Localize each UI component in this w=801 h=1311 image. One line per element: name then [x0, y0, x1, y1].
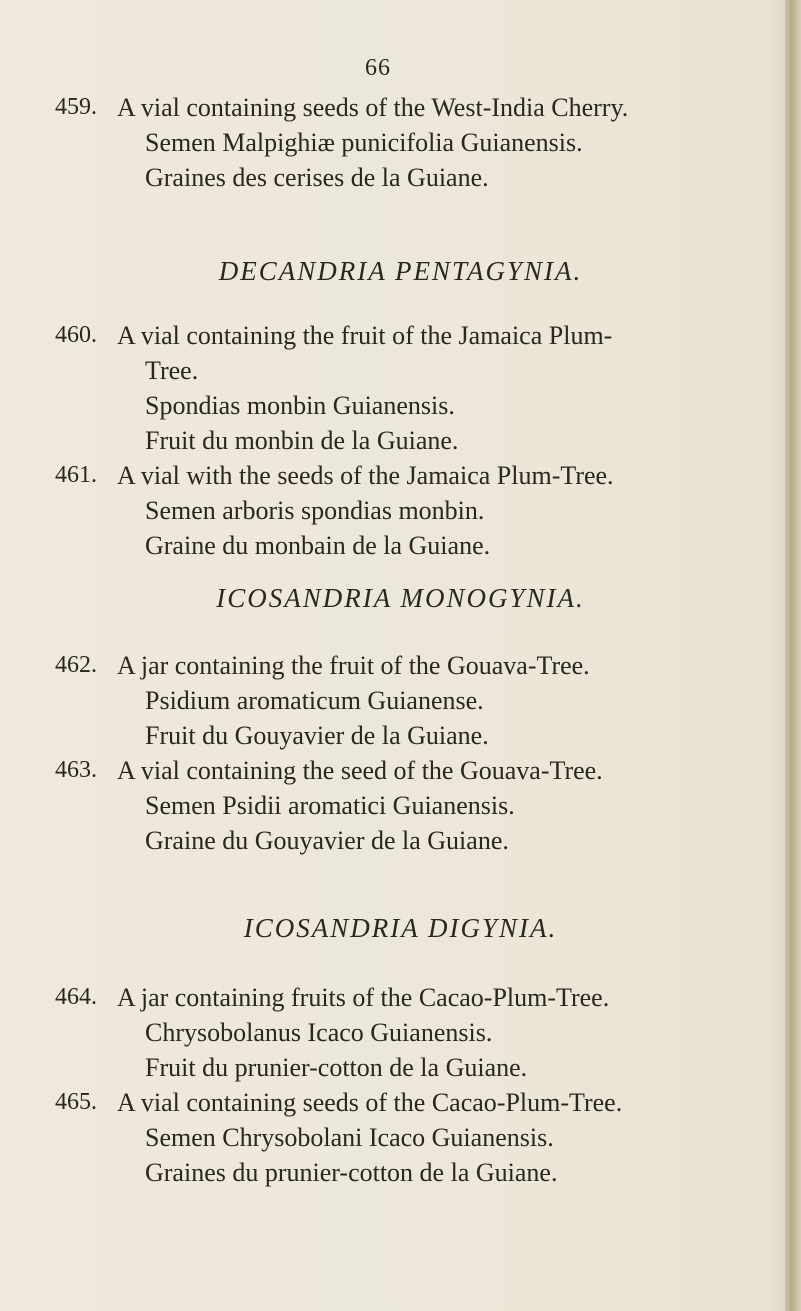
entry-title: A jar containing fruits of the Cacao-Plum-Tree.	[117, 983, 610, 1012]
entry-number: 465.	[55, 1089, 97, 1115]
entry-french-name: Graine du Gouyavier de la Guiane.	[145, 826, 509, 855]
section-heading: DECANDRIA PENTAGYNIA.	[218, 256, 583, 286]
entry-french-name: Fruit du Gouyavier de la Guiane.	[145, 721, 489, 750]
entry-french-name: Fruit du prunier-cotton de la Guiane.	[145, 1053, 528, 1082]
entry-title: A vial with the seeds of the Jamaica Plum-Tree.	[117, 461, 614, 490]
entry-french-name: Graines des cerises de la Guiane.	[145, 163, 489, 192]
entry-latin-name: Psidium aromaticum Guianense.	[145, 686, 484, 715]
entry-title: A vial containing seeds of the Cacao-Plum-Tree.	[117, 1088, 623, 1117]
entry-latin-name: Semen Malpighiæ punicifolia Guianensis.	[145, 128, 583, 157]
entry-number: 461.	[55, 462, 97, 488]
catalog-entry-460	[55, 318, 755, 458]
entry-number: 460.	[55, 322, 97, 348]
page-gutter	[785, 0, 801, 1311]
entry-latin-name: Chrysobolanus Icaco Guianensis.	[145, 1018, 493, 1047]
catalog-entry-461	[55, 458, 755, 563]
catalog-entry-464	[55, 980, 755, 1085]
entry-title: A vial containing seeds of the West-India Cherry.	[117, 93, 629, 122]
catalog-entry-462	[55, 648, 755, 753]
catalog-entry-463	[55, 753, 755, 858]
entry-number: 464.	[55, 984, 97, 1010]
entry-title: A jar containing the fruit of the Gouava-Tree.	[117, 651, 590, 680]
section-heading: ICOSANDRIA MONOGYNIA.	[216, 583, 585, 613]
page-number: 66	[365, 55, 391, 81]
catalog-entry-459	[55, 90, 755, 195]
entry-latin-name: Semen Psidii aromatici Guianensis.	[145, 791, 515, 820]
section-heading: ICOSANDRIA DIGYNIA.	[243, 913, 558, 943]
entry-latin-name: Semen Chrysobolani Icaco Guianensis.	[145, 1123, 554, 1152]
entry-french-name: Graine du monbain de la Guiane.	[145, 531, 491, 560]
entry-title: A vial containing the seed of the Gouava-Tree.	[117, 756, 603, 785]
entry-latin-name: Spondias monbin Guianensis.	[145, 391, 455, 420]
entry-number: 462.	[55, 652, 97, 678]
entry-title-continued: Tree.	[145, 356, 199, 385]
catalog-entry-465	[55, 1085, 755, 1190]
entry-number: 463.	[55, 757, 97, 783]
entry-french-name: Graines du prunier-cotton de la Guiane.	[145, 1158, 558, 1187]
entry-latin-name: Semen arboris spondias monbin.	[145, 496, 485, 525]
entry-title: A vial containing the fruit of the Jamaica Plum-	[117, 321, 613, 350]
entry-french-name: Fruit du monbin de la Guiane.	[145, 426, 459, 455]
entry-number: 459.	[55, 94, 97, 120]
